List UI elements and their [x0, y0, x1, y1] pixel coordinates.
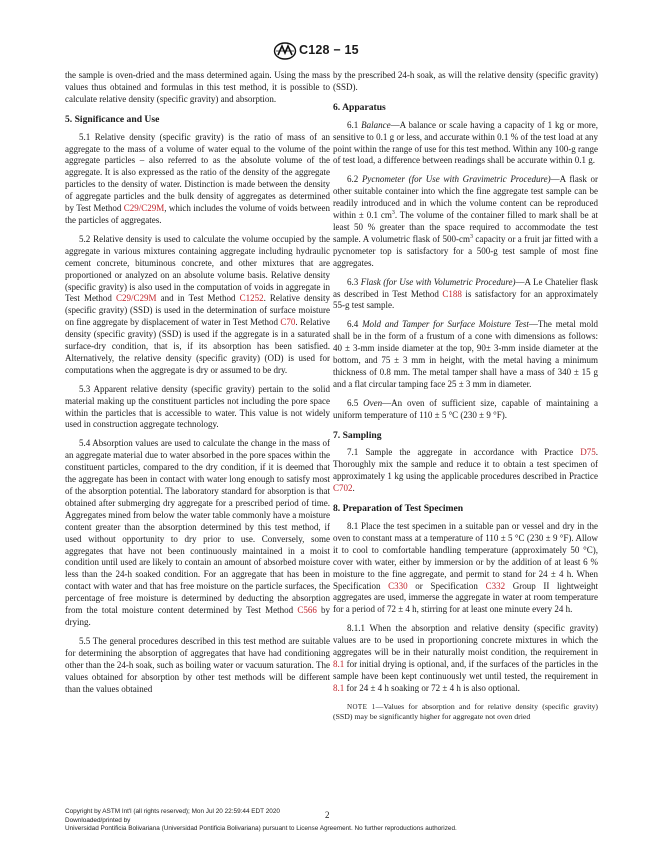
- term-balance: Balance: [361, 119, 391, 130]
- standard-number: C128 − 15: [299, 43, 359, 57]
- continued-paragraph: by the prescribed 24-h soak, as will the relative density (specific gravity) (SSD).: [333, 70, 598, 92]
- paragraph-5-4: 5.4 Absorption values are used to calculate the change in the mass of an aggregate material due to water absorbed in the pore spaces within the constituent particles, compared to the dry condition, if it is deemed that the aggregate has been in contact with water long enough to satisfy most of the absorption potential. The laboratory standard for absorption is that obtained after submerging dry aggregate for a prescribed period of time. Aggregates mined from below the water table commonly have a moisture content greater than the absorption determined by this test method, if used without opportunity to dry prior to use. Conversely, some aggregates that have not been continuously maintained in a moist condition until used are likely to contain an amount of absorbed moisture less than the 24-h soaked condition. For an aggregate that has been in contact with water and that has free moisture on the particle surfaces, the percentage of free moisture is determined by deducting the absorption from the total moisture content determined by Test Method C566 by drying.: [65, 438, 331, 627]
- astm-logo-icon: [273, 42, 297, 60]
- footer-license-line: Universidad Pontificia Bolivariana (Universidad Pontificia Bolivariana) pursuant to License Agreement. No further reproductions authorized.: [65, 825, 457, 833]
- page-number: 2: [325, 810, 330, 820]
- paragraph-5-3: 5.3 Apparent relative density (specific gravity) pertain to the solid material making up the constituent particles not including the pore space within the particles that is accessible to water. This value is not widely used in construction aggregate technology.: [65, 383, 330, 430]
- intro-paragraph: the sample is oven-dried and the mass determined again. Using the mass values thus obtained and formulas in this test method, it is possible to calculate relative density (specific gravity) and absorption.: [65, 70, 330, 104]
- ref-c29-link[interactable]: C29/C29M: [123, 203, 165, 214]
- ref-c70-link[interactable]: C70: [280, 317, 296, 328]
- paragraph-8-1: 8.1 Place the test specimen in a suitable pan or vessel and dry in the oven to constant mass at a temperature of 110 ± 5 °C (230 ± 9 °F). Allow it to cool to comfortable handling temperature (approximately 50 °C), cover with water, either by immersion or by the addition of at least 6 % moisture to the fine aggregate, and permit to stand for 24 ± 4 h. When Specification C330 or Specification C332 Group II lightweight aggregates are used, immerse the aggregate in water at room temperature for a period of 72 ± 4 h, stirring for at least one minute every 24 h.: [333, 521, 599, 615]
- paragraph-6-3: 6.3 Flask (for Use with Volumetric Procedure)—A Le Chatelier flask as described in Test Method C188 is satisfactory for an approximately 55-g test sample.: [333, 276, 598, 311]
- paragraph-8-1-1: 8.1.1 When the absorption and relative density (specific gravity) values are to be used in proportioning concrete mixtures in which the aggregates will be in their naturally moist condition, the requirement in 8.1 for initial drying is optional, and, if the surfaces of the particles in the sample have been kept continuously wet until tested, the requirement in 8.1 for 24 ± 4 h soaking or 72 ± 4 h is also optional.: [333, 623, 598, 693]
- term-flask: Flask (for Use with Volumetric Procedure): [360, 276, 516, 287]
- note-1: NOTE 1—Values for absorption and for relative density (specific gravity) (SSD) may be significantly higher for aggregate not oven dried: [333, 701, 599, 721]
- paragraph-7-1: 7.1 Sample the aggregate in accordance with Practice D75. Thoroughly mix the sample and reduce it to obtain a test specimen of approximately 1 kg using the applicable procedures described in Practice C702.: [333, 447, 598, 494]
- note-label: NOTE 1: [347, 702, 376, 711]
- section-8-heading: 8. Preparation of Test Specimen: [333, 503, 464, 515]
- term-pycnometer: Pycnometer (for Use with Gravimetric Procedure): [361, 174, 551, 185]
- ref-c702-link[interactable]: C702: [333, 483, 353, 494]
- section-7-heading: 7. Sampling: [333, 429, 382, 441]
- paragraph-6-5: 6.5 Oven—An oven of sufficient size, capable of maintaining a uniform temperature of 110 ± 5 °C (230 ± 9 °F).: [333, 397, 598, 420]
- copyright-footer: [65, 808, 625, 834]
- term-mold-tamper: Mold and Tamper for Surface Moisture Test: [362, 319, 529, 330]
- ref-8-1-link[interactable]: 8.1: [333, 658, 345, 669]
- ref-c566-link[interactable]: C566: [297, 605, 317, 616]
- ref-8-1-link[interactable]: 8.1: [333, 682, 345, 693]
- paragraph-5-1: 5.1 Relative density (specific gravity) is the ratio of mass of an aggregate to the mass of a volume of water equal to the volume of the aggregate particles – also referred to as the absolute volume of the aggregate. It is also expressed as the ratio of the density of the aggregate particles to the density of water. Distinction is made between the density of aggregate particles and the bulk density of aggregates as determined by Test Method C29/C29M, which includes the volume of voids between the particles of aggregates.: [65, 131, 331, 225]
- ref-c1252-link[interactable]: C1252: [239, 293, 264, 304]
- ref-d75-link[interactable]: D75: [580, 447, 596, 458]
- ref-c330-link[interactable]: C330: [388, 580, 408, 591]
- ref-c29-link[interactable]: C29/C29M: [116, 293, 157, 304]
- right-column: [333, 70, 598, 729]
- paragraph-5-5: 5.5 The general procedures described in this test method are suitable for determining the absorption of aggregates that have had conditioning other than the 24-h soak, such as boiling water or vacuum saturation. The values obtained for absorption by other test methods will be different than the values obtained: [65, 635, 330, 694]
- paragraph-6-4: 6.4 Mold and Tamper for Surface Moisture Test—The metal mold shall be in the form of a frustum of a cone with dimensions as follows: 40 ± 3-mm inside diameter at the top, 90± 3-mm inside diameter at the bottom, and 75 ± 3 mm in height, with the metal having a minimum thickness of 0.8 mm. The metal tamper shall have a mass of 340 ± 15 g and a flat circular tamping face 25 ± 3 mm in diameter.: [333, 319, 599, 389]
- footer-downloaded-line: Downloaded/printed by: [65, 816, 131, 824]
- section-5-heading: 5. Significance and Use: [65, 113, 160, 125]
- page-header: [0, 42, 655, 62]
- ref-c188-link[interactable]: C188: [442, 288, 462, 299]
- footer-copyright-line: Copyright by ASTM Int'l (all rights reserved); Mon Jul 20 22:59:44 EDT 2020: [65, 808, 280, 815]
- ref-c332-link[interactable]: C332: [485, 580, 506, 591]
- paragraph-6-1: 6.1 Balance—A balance or scale having a capacity of 1 kg or more, sensitive to 0.1 g or less, and accurate within 0.1 % of the test load at any point within the range of use for this test method. Within any 100-g range of test load, a difference between readings shall be accurate within 0.1 g.: [333, 119, 599, 166]
- term-oven: Oven: [363, 397, 383, 408]
- paragraph-5-2: 5.2 Relative density is used to calculate the volume occupied by the aggregate in various mixtures containing aggregate including hydraulic cement concrete, bituminous concrete, and other mixtures that are proportioned or analyzed on an absolute volume basis. Relative density (specific gravity) is also used in the computation of voids in aggregate in Test Method C29/C29M and in Test Method C1252. Relative density (specific gravity) (SSD) is used in the determination of surface moisture on fine aggregate by displacement of water in Test Method C70. Relative density (specific gravity) (SSD) is used if the aggregate is in a saturated surface-dry condition, that is, if its absorption has been satisfied. Alternatively, the relative density (specific gravity) (OD) is used for computations when the aggregate is dry or assumed to be dry.: [65, 233, 330, 375]
- section-6-heading: 6. Apparatus: [333, 101, 386, 113]
- left-column: [65, 70, 330, 702]
- paragraph-6-2: 6.2 Pycnometer (for Use with Gravimetric Procedure)—A flask or other suitable container into which the fine aggregate test sample can be readily introduced and in which the volume content can be reproduced within ± 0.1 $cm^3$. The volume of the container filled to mark shall be at least 50 % greater than the space required to accommodate the test sample. A volumetric flask of $500-cm^3$ capacity or a fruit jar fitted with a pycnometer top is satisfactory for a 500-g test sample of most fine aggregates.: [333, 174, 599, 268]
